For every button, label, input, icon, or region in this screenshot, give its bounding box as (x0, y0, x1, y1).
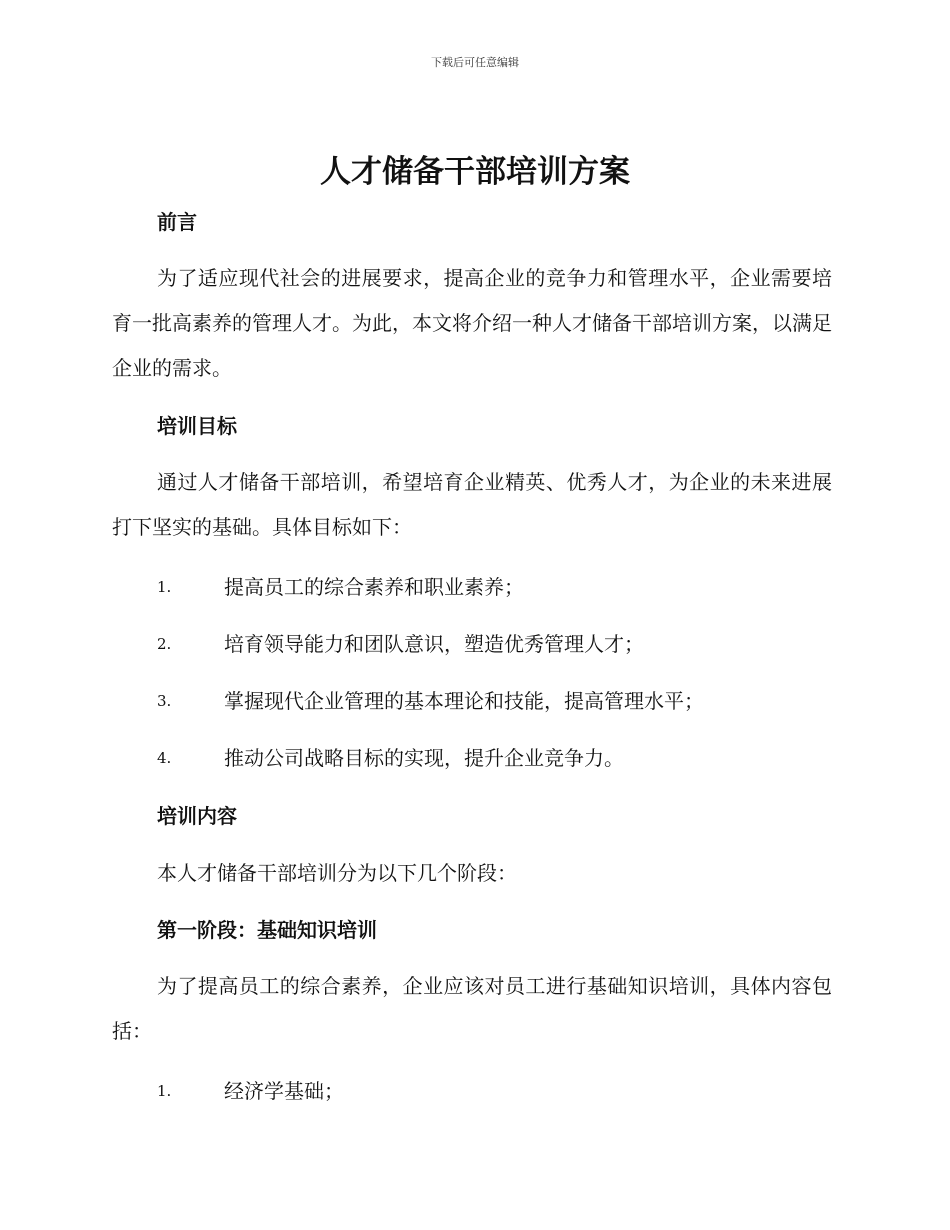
list-text: 提高员工的综合素养和职业素养； (224, 575, 524, 599)
list-item (157, 572, 837, 602)
paragraph-stage1-text: 为了提高员工的综合素养，企业应该对员工进行基础知识培训，具体内容包括： (112, 974, 832, 1043)
section-heading-goal: 培训目标 (157, 414, 237, 438)
list-number: 1. (157, 578, 172, 596)
list-text: 经济学基础； (224, 1079, 344, 1103)
list-item (157, 629, 837, 659)
list-text: 推动公司战略目标的实现，提升企业竞争力。 (224, 746, 624, 770)
paragraph-preface-text: 为了适应现代社会的进展要求，提高企业的竞争力和管理水平，企业需要培育一批高素养的管理人才。为此，本文将介绍一种人才储备干部培训方案，以满足企业的需求。 (112, 266, 832, 380)
document-title: 人才储备干部培训方案 (320, 154, 630, 190)
section-heading-stage1: 第一阶段：基础知识培训 (157, 918, 377, 942)
content-intro-line: 本人才储备干部培训分为以下几个阶段： (157, 861, 517, 885)
list-item (157, 1076, 837, 1106)
list-item (157, 686, 837, 716)
paragraph-goal (112, 460, 832, 550)
list-number: 2. (157, 635, 172, 653)
paragraph-stage1 (112, 964, 832, 1054)
list-number: 4. (157, 749, 172, 767)
section-heading-content: 培训内容 (157, 804, 237, 828)
page-header-note: 下载后可任意编辑 (431, 56, 519, 69)
list-text: 培育领导能力和团队意识，塑造优秀管理人才； (224, 632, 644, 656)
section-heading-preface: 前言 (157, 210, 197, 234)
list-number: 3. (157, 692, 172, 710)
list-number: 1. (157, 1082, 172, 1100)
paragraph-preface (112, 256, 832, 391)
list-text: 掌握现代企业管理的基本理论和技能，提高管理水平； (224, 689, 704, 713)
list-item (157, 743, 837, 773)
paragraph-goal-text: 通过人才储备干部培训，希望培育企业精英、优秀人才，为企业的未来进展打下坚实的基础。具体目标如下： (112, 470, 832, 539)
